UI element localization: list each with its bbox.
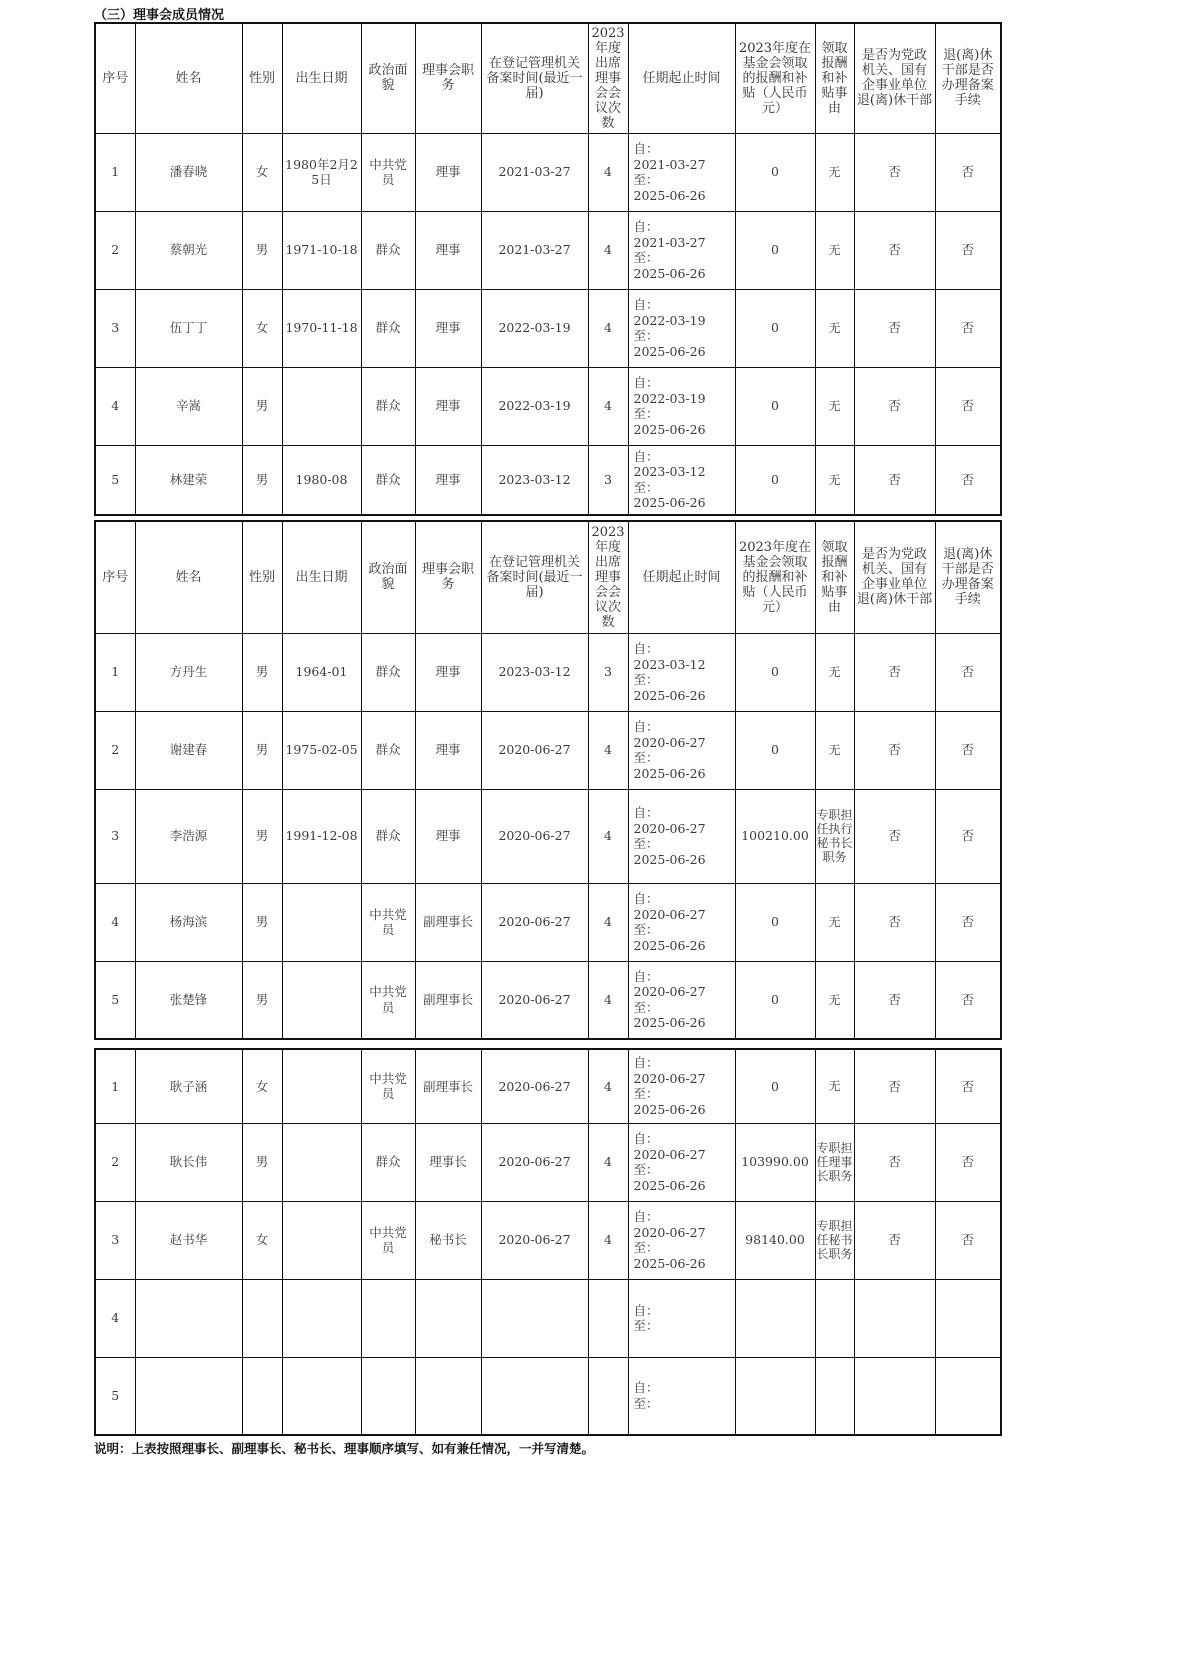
cell-birth: 1964-01	[282, 633, 361, 711]
cell-seq: 4	[95, 367, 135, 445]
cell-retired-cadre: 否	[854, 1123, 935, 1201]
cell-name	[135, 1357, 242, 1435]
cell-term	[628, 1201, 735, 1279]
cell-birth: 1980年2月25日	[282, 133, 361, 211]
cell-term	[628, 133, 735, 211]
term-from-label: 自：	[633, 1055, 659, 1071]
cell-meetings: 4	[588, 133, 628, 211]
cell-term	[628, 445, 735, 515]
cell-birth	[282, 367, 361, 445]
cell-meetings: 4	[588, 883, 628, 961]
term-to-date: 2025-06-26	[633, 1015, 706, 1031]
cell-term	[628, 367, 735, 445]
cell-retired-cadre	[854, 1357, 935, 1435]
cell-gender: 女	[242, 289, 282, 367]
cell-filing-date: 2020-06-27	[481, 711, 588, 789]
cell-filed: 否	[935, 133, 1001, 211]
term-from-date: 2023-03-12	[633, 464, 706, 480]
cell-retired-cadre: 否	[854, 445, 935, 515]
term-from-date: 2022-03-19	[633, 312, 706, 328]
cell-reason: 无	[815, 883, 854, 961]
cell-position: 理事	[415, 133, 481, 211]
cell-filed: 否	[935, 445, 1001, 515]
cell-filed: 否	[935, 711, 1001, 789]
cell-meetings: 3	[588, 445, 628, 515]
term-to-label: 至：	[633, 999, 659, 1015]
term-from-date: 2020-06-27	[633, 906, 706, 922]
cell-filing-date: 2020-06-27	[481, 883, 588, 961]
cell-term	[628, 1357, 735, 1435]
cell-political: 群众	[361, 211, 415, 289]
cell-political: 群众	[361, 633, 415, 711]
table-row	[95, 1049, 1001, 1123]
term-from-label: 自：	[633, 891, 659, 906]
term-from-date: 2020-06-27	[633, 734, 706, 750]
cell-seq: 5	[95, 445, 135, 515]
cell-gender: 男	[242, 633, 282, 711]
header-birth: 出生日期	[282, 521, 361, 633]
term-from-label: 自：	[633, 141, 659, 156]
cell-birth: 1980-08	[282, 445, 361, 515]
cell-political: 中共党员	[361, 133, 415, 211]
cell-gender: 男	[242, 961, 282, 1039]
cell-gender	[242, 1357, 282, 1435]
table-header-row	[95, 521, 1001, 633]
cell-term	[628, 1123, 735, 1201]
term-to-label: 至：	[633, 406, 659, 421]
header-filing-date: 在登记管理机关备案时间(最近一届)	[481, 23, 588, 133]
cell-position: 副理事长	[415, 961, 481, 1039]
cell-birth	[282, 1049, 361, 1123]
cell-name: 辛嵩	[135, 367, 242, 445]
cell-compensation: 0	[735, 367, 815, 445]
cell-name: 李浩源	[135, 789, 242, 883]
table-row	[95, 633, 1001, 711]
cell-position: 理事长	[415, 1123, 481, 1201]
cell-meetings	[588, 1357, 628, 1435]
cell-compensation: 0	[735, 133, 815, 211]
cell-filing-date: 2020-06-27	[481, 1049, 588, 1123]
cell-gender: 男	[242, 1123, 282, 1201]
header-name: 姓名	[135, 23, 242, 133]
cell-filed: 否	[935, 883, 1001, 961]
cell-gender: 女	[242, 1049, 282, 1123]
cell-birth	[282, 1201, 361, 1279]
cell-compensation: 0	[735, 883, 815, 961]
cell-position: 理事	[415, 289, 481, 367]
header-birth: 出生日期	[282, 23, 361, 133]
term-to-date: 2025-06-26	[633, 1177, 706, 1193]
table-row	[95, 211, 1001, 289]
cell-meetings: 4	[588, 789, 628, 883]
cell-seq: 1	[95, 633, 135, 711]
cell-political	[361, 1357, 415, 1435]
term-from-label: 自：	[633, 805, 659, 820]
cell-seq: 3	[95, 1201, 135, 1279]
cell-seq: 4	[95, 883, 135, 961]
table-row	[95, 133, 1001, 211]
cell-meetings	[588, 1279, 628, 1357]
cell-meetings: 4	[588, 1123, 628, 1201]
term-from-date: 2020-06-27	[633, 1070, 706, 1086]
term-from-label: 自：	[633, 719, 659, 734]
cell-compensation: 0	[735, 961, 815, 1039]
term-to-date: 2025-06-26	[633, 495, 706, 511]
term-to-label: 至：	[633, 1318, 659, 1333]
cell-position	[415, 1279, 481, 1357]
cell-political: 群众	[361, 1123, 415, 1201]
term-to-date: 2025-06-26	[633, 1101, 706, 1117]
cell-meetings: 4	[588, 961, 628, 1039]
term-from-date: 2020-06-27	[633, 984, 706, 1000]
cell-birth: 1991-12-08	[282, 789, 361, 883]
cell-compensation: 0	[735, 289, 815, 367]
cell-term	[628, 961, 735, 1039]
header-meetings: 2023年度出席理事会会议次数	[588, 521, 628, 633]
term-from-date: 2020-06-27	[633, 1224, 706, 1240]
cell-political: 中共党员	[361, 961, 415, 1039]
cell-compensation: 98140.00	[735, 1201, 815, 1279]
term-from-date: 2022-03-19	[633, 390, 706, 406]
cell-retired-cadre: 否	[854, 211, 935, 289]
cell-filing-date: 2020-06-27	[481, 1123, 588, 1201]
cell-compensation: 103990.00	[735, 1123, 815, 1201]
cell-gender	[242, 1279, 282, 1357]
cell-filing-date: 2023-03-12	[481, 633, 588, 711]
cell-political: 中共党员	[361, 883, 415, 961]
cell-term	[628, 211, 735, 289]
cell-retired-cadre: 否	[854, 1201, 935, 1279]
cell-retired-cadre: 否	[854, 789, 935, 883]
cell-gender: 男	[242, 367, 282, 445]
cell-birth	[282, 883, 361, 961]
cell-name: 潘春晓	[135, 133, 242, 211]
cell-filing-date: 2020-06-27	[481, 789, 588, 883]
term-from-date: 2021-03-27	[633, 156, 706, 172]
cell-birth	[282, 961, 361, 1039]
cell-term	[628, 1279, 735, 1357]
cell-filed: 否	[935, 961, 1001, 1039]
cell-seq: 3	[95, 289, 135, 367]
cell-filing-date: 2020-06-27	[481, 961, 588, 1039]
cell-seq: 2	[95, 711, 135, 789]
cell-position: 理事	[415, 367, 481, 445]
cell-position: 副理事长	[415, 883, 481, 961]
cell-reason: 无	[815, 367, 854, 445]
cell-compensation	[735, 1357, 815, 1435]
cell-compensation: 0	[735, 211, 815, 289]
header-gender: 性别	[242, 521, 282, 633]
term-from-date: 2020-06-27	[633, 1146, 706, 1162]
cell-meetings: 4	[588, 1049, 628, 1123]
term-from-label: 自：	[633, 219, 659, 234]
term-to-label: 至：	[633, 1162, 659, 1177]
cell-name: 赵书华	[135, 1201, 242, 1279]
cell-name: 蔡朝光	[135, 211, 242, 289]
header-retired-cadre: 是否为党政机关、国有企事业单位退(离)休干部	[854, 521, 935, 633]
cell-seq: 4	[95, 1279, 135, 1357]
section-title: （三）理事会成员情况	[94, 8, 225, 23]
cell-filed: 否	[935, 1201, 1001, 1279]
cell-meetings: 4	[588, 211, 628, 289]
cell-reason: 无	[815, 445, 854, 515]
table-row	[95, 711, 1001, 789]
header-compensation: 2023年度在基金会领取的报酬和补贴（人民币元）	[735, 521, 815, 633]
term-to-date: 2025-06-26	[633, 765, 706, 781]
cell-meetings: 4	[588, 289, 628, 367]
cell-name: 耿子涵	[135, 1049, 242, 1123]
cell-reason: 无	[815, 133, 854, 211]
cell-filing-date	[481, 1279, 588, 1357]
cell-position: 理事	[415, 211, 481, 289]
cell-gender: 男	[242, 211, 282, 289]
header-name: 姓名	[135, 521, 242, 633]
cell-seq: 3	[95, 789, 135, 883]
cell-filing-date	[481, 1357, 588, 1435]
cell-filing-date: 2022-03-19	[481, 289, 588, 367]
header-position: 理事会职务	[415, 23, 481, 133]
header-filing-date: 在登记管理机关备案时间(最近一届)	[481, 521, 588, 633]
cell-term	[628, 789, 735, 883]
cell-filing-date: 2023-03-12	[481, 445, 588, 515]
term-from-date: 2020-06-27	[633, 820, 706, 836]
cell-birth	[282, 1279, 361, 1357]
header-filed: 退(离)休干部是否办理备案手续	[935, 521, 1001, 633]
cell-reason: 专职担任秘书长职务	[815, 1201, 854, 1279]
cell-retired-cadre: 否	[854, 133, 935, 211]
cell-seq: 1	[95, 133, 135, 211]
term-from-label: 自：	[633, 641, 659, 656]
cell-political: 群众	[361, 367, 415, 445]
term-to-date: 2025-06-26	[633, 343, 706, 359]
term-to-label: 至：	[633, 328, 659, 343]
cell-gender: 男	[242, 789, 282, 883]
term-to-label: 至：	[633, 1086, 659, 1102]
header-meetings: 2023年度出席理事会会议次数	[588, 23, 628, 133]
cell-reason: 无	[815, 961, 854, 1039]
cell-meetings: 4	[588, 1201, 628, 1279]
header-seq: 序号	[95, 23, 135, 133]
cell-name: 伍丁丁	[135, 289, 242, 367]
board-members-table-part-1	[94, 22, 1002, 516]
cell-birth	[282, 1123, 361, 1201]
cell-seq: 1	[95, 1049, 135, 1123]
term-from-label: 自：	[633, 1302, 659, 1318]
term-to-label: 至：	[633, 750, 659, 765]
term-to-label: 至：	[633, 1240, 659, 1255]
cell-position: 秘书长	[415, 1201, 481, 1279]
cell-filing-date: 2021-03-27	[481, 211, 588, 289]
term-to-date: 2025-06-26	[633, 265, 706, 281]
cell-filed: 否	[935, 211, 1001, 289]
term-from-label: 自：	[633, 1131, 659, 1146]
cell-filed: 否	[935, 633, 1001, 711]
term-from-label: 自：	[633, 448, 659, 464]
cell-term	[628, 289, 735, 367]
table-row	[95, 1123, 1001, 1201]
header-filed: 退(离)休干部是否办理备案手续	[935, 23, 1001, 133]
cell-retired-cadre: 否	[854, 883, 935, 961]
term-from-label: 自：	[633, 1209, 659, 1224]
cell-birth: 1975-02-05	[282, 711, 361, 789]
term-to-date: 2025-06-26	[633, 687, 706, 703]
term-from-label: 自：	[633, 1380, 659, 1396]
cell-name: 林建荣	[135, 445, 242, 515]
term-to-label: 至：	[633, 836, 659, 851]
cell-compensation: 0	[735, 633, 815, 711]
cell-compensation: 100210.00	[735, 789, 815, 883]
table-row	[95, 1279, 1001, 1357]
cell-retired-cadre: 否	[854, 633, 935, 711]
table-row	[95, 1201, 1001, 1279]
table-row	[95, 789, 1001, 883]
table-note: 说明：上表按照理事长、副理事长、秘书长、理事顺序填写、如有兼任情况，一并写清楚。	[94, 1441, 595, 1456]
cell-name: 耿长伟	[135, 1123, 242, 1201]
cell-position: 副理事长	[415, 1049, 481, 1123]
header-gender: 性别	[242, 23, 282, 133]
cell-gender: 男	[242, 883, 282, 961]
header-term: 任期起止时间	[628, 23, 735, 133]
cell-filed: 否	[935, 289, 1001, 367]
cell-political	[361, 1279, 415, 1357]
cell-gender: 男	[242, 711, 282, 789]
cell-reason: 无	[815, 289, 854, 367]
cell-position: 理事	[415, 711, 481, 789]
cell-retired-cadre: 否	[854, 367, 935, 445]
cell-filed: 否	[935, 1049, 1001, 1123]
term-to-date: 2025-06-26	[633, 421, 706, 437]
cell-reason: 专职担任理事长职务	[815, 1123, 854, 1201]
cell-name: 杨海滨	[135, 883, 242, 961]
cell-seq: 5	[95, 1357, 135, 1435]
cell-seq: 5	[95, 961, 135, 1039]
cell-filed: 否	[935, 1123, 1001, 1201]
cell-meetings: 4	[588, 711, 628, 789]
term-from-date: 2021-03-27	[633, 234, 706, 250]
cell-filing-date: 2022-03-19	[481, 367, 588, 445]
term-to-date: 2025-06-26	[633, 1255, 706, 1271]
cell-reason: 无	[815, 211, 854, 289]
cell-retired-cadre: 否	[854, 961, 935, 1039]
term-from-date: 2023-03-12	[633, 656, 706, 672]
cell-name: 方丹生	[135, 633, 242, 711]
term-to-label: 至：	[633, 1395, 659, 1411]
term-to-date: 2025-06-26	[633, 937, 706, 953]
cell-birth	[282, 1357, 361, 1435]
cell-term	[628, 711, 735, 789]
cell-reason	[815, 1357, 854, 1435]
cell-meetings: 3	[588, 633, 628, 711]
cell-compensation: 0	[735, 445, 815, 515]
term-from-label: 自：	[633, 297, 659, 312]
board-members-table-part-2	[94, 520, 1002, 1040]
term-to-label: 至：	[633, 250, 659, 265]
cell-seq: 2	[95, 1123, 135, 1201]
cell-political: 中共党员	[361, 1049, 415, 1123]
cell-birth: 1970-11-18	[282, 289, 361, 367]
header-reason: 领取报酬和补贴事由	[815, 521, 854, 633]
cell-meetings: 4	[588, 367, 628, 445]
cell-political: 群众	[361, 289, 415, 367]
cell-filed	[935, 1357, 1001, 1435]
header-position: 理事会职务	[415, 521, 481, 633]
cell-name: 谢建春	[135, 711, 242, 789]
cell-compensation: 0	[735, 711, 815, 789]
cell-name: 张楚锋	[135, 961, 242, 1039]
cell-retired-cadre: 否	[854, 1049, 935, 1123]
table-row	[95, 289, 1001, 367]
cell-birth: 1971-10-18	[282, 211, 361, 289]
cell-term	[628, 883, 735, 961]
cell-filed: 否	[935, 367, 1001, 445]
term-to-label: 至：	[633, 479, 659, 495]
cell-political: 群众	[361, 445, 415, 515]
cell-reason: 无	[815, 711, 854, 789]
cell-reason: 无	[815, 1049, 854, 1123]
header-political: 政治面貌	[361, 23, 415, 133]
cell-gender: 女	[242, 133, 282, 211]
header-political: 政治面貌	[361, 521, 415, 633]
cell-position	[415, 1357, 481, 1435]
cell-gender: 女	[242, 1201, 282, 1279]
table-row	[95, 961, 1001, 1039]
cell-seq: 2	[95, 211, 135, 289]
cell-term	[628, 633, 735, 711]
table-header-row	[95, 23, 1001, 133]
cell-gender: 男	[242, 445, 282, 515]
cell-filing-date: 2020-06-27	[481, 1201, 588, 1279]
term-to-label: 至：	[633, 172, 659, 187]
term-to-label: 至：	[633, 672, 659, 687]
table-row	[95, 367, 1001, 445]
cell-term	[628, 1049, 735, 1123]
table-row	[95, 883, 1001, 961]
cell-retired-cadre	[854, 1279, 935, 1357]
cell-filing-date: 2021-03-27	[481, 133, 588, 211]
cell-retired-cadre: 否	[854, 289, 935, 367]
cell-position: 理事	[415, 445, 481, 515]
cell-filed	[935, 1279, 1001, 1357]
cell-filed: 否	[935, 789, 1001, 883]
board-members-table-part-3	[94, 1048, 1002, 1436]
header-term: 任期起止时间	[628, 521, 735, 633]
term-to-date: 2025-06-26	[633, 851, 706, 867]
cell-reason	[815, 1279, 854, 1357]
cell-compensation	[735, 1279, 815, 1357]
table-row	[95, 1357, 1001, 1435]
cell-position: 理事	[415, 633, 481, 711]
term-from-label: 自：	[633, 968, 659, 984]
table-row	[95, 445, 1001, 515]
header-compensation: 2023年度在基金会领取的报酬和补贴（人民币元）	[735, 23, 815, 133]
cell-position: 理事	[415, 789, 481, 883]
cell-reason: 专职担任执行秘书长职务	[815, 789, 854, 883]
cell-retired-cadre: 否	[854, 711, 935, 789]
cell-political: 中共党员	[361, 1201, 415, 1279]
cell-political: 群众	[361, 711, 415, 789]
term-from-label: 自：	[633, 375, 659, 390]
term-to-label: 至：	[633, 922, 659, 937]
cell-compensation: 0	[735, 1049, 815, 1123]
cell-reason: 无	[815, 633, 854, 711]
cell-political: 群众	[361, 789, 415, 883]
cell-name	[135, 1279, 242, 1357]
header-reason: 领取报酬和补贴事由	[815, 23, 854, 133]
term-to-date: 2025-06-26	[633, 187, 706, 203]
header-seq: 序号	[95, 521, 135, 633]
header-retired-cadre: 是否为党政机关、国有企事业单位退(离)休干部	[854, 23, 935, 133]
